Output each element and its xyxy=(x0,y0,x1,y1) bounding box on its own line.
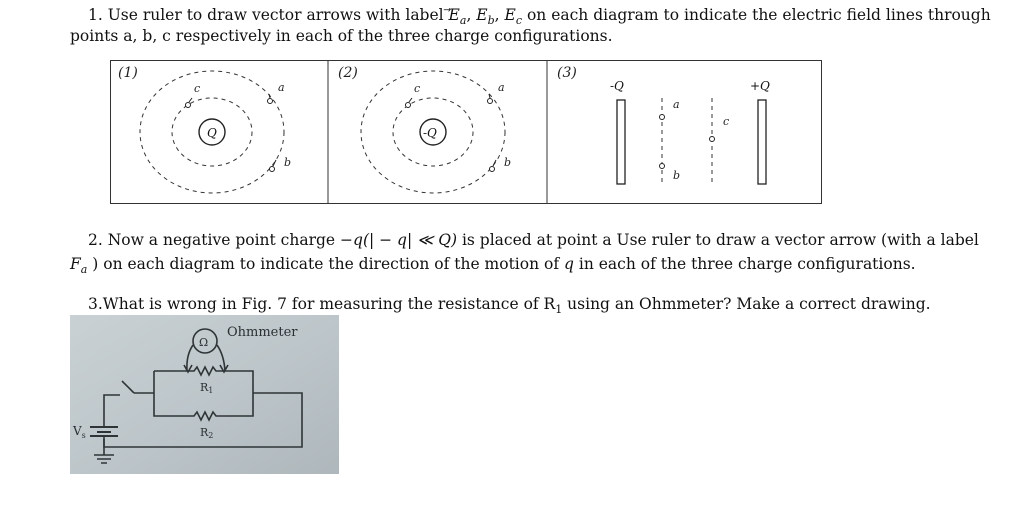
panel-1-label-c: c xyxy=(194,82,201,95)
panel-1-label-a: a xyxy=(278,81,285,94)
panel-3-label-a: a xyxy=(673,98,680,111)
question-2-line-1: 2. Now a negative point charge −q(| − q| ≪ Q) is placed at point a Use ruler to draw a vector arrow (with a label xyxy=(88,231,979,249)
panel-2-label-a: a xyxy=(498,81,505,94)
question-1-line-2: points a, b, c respectively in each of the three charge configurations. xyxy=(70,27,613,45)
question-3: 3.What is wrong in Fig. 7 for measuring the resistance of $R_1$ using an Ohmmeter? Make a correct drawing. xyxy=(88,295,931,317)
panel-1-tag: (1) xyxy=(118,65,138,81)
panel-3-label-c: c xyxy=(723,115,730,128)
panel-2-tag: (2) xyxy=(338,65,358,81)
vs-label: $V_s$ xyxy=(73,424,86,440)
ohm-symbol: Ω xyxy=(199,336,209,349)
panel-2 xyxy=(338,65,511,193)
ohmmeter-circuit-figure xyxy=(70,315,339,474)
vector-ea: $E_a$ xyxy=(448,6,467,28)
question-1-line-1: 1. Use ruler to draw vector arrows with label $E_a$, $E_b$, $E_c$ on each diagram to indicate the electric field lines through xyxy=(88,6,991,28)
panel-1-charge-label: Q xyxy=(207,126,217,140)
panel-3-left-plate-label: -Q xyxy=(610,79,624,93)
vector-eb: $E_b$ xyxy=(476,6,495,28)
panel-2-point-c xyxy=(406,103,411,108)
question-2-line-2: $F_a$ ) on each diagram to indicate the direction of the motion of q in each of the three charge configurations. xyxy=(70,255,916,277)
panel-1-label-b: b xyxy=(284,156,292,169)
panel-1-point-a xyxy=(268,99,273,104)
panel-3-right-plate-label: +Q xyxy=(750,79,770,93)
charge-diagrams xyxy=(110,60,822,204)
vector-fa: $F_a$ xyxy=(70,255,88,277)
panel-1-point-c xyxy=(186,103,191,108)
panel-1 xyxy=(118,65,291,193)
r1-label: R1 xyxy=(200,381,214,395)
panel-3-label-b: b xyxy=(673,169,681,182)
panel-3-tag: (3) xyxy=(557,65,577,81)
panel-3-left-plate xyxy=(617,100,625,184)
r2-label: R2 xyxy=(200,426,214,440)
panel-2-point-a xyxy=(488,99,493,104)
ohmmeter-label: Ohmmeter xyxy=(227,325,298,340)
panel-3-point-b xyxy=(660,164,665,169)
panel-2-label-c: c xyxy=(414,82,421,95)
panel-3 xyxy=(557,65,770,186)
panel-3-point-c xyxy=(710,137,715,142)
panel-2-point-b xyxy=(490,167,495,172)
vector-ec: $E_c$ xyxy=(504,6,523,28)
panel-2-label-b: b xyxy=(504,156,512,169)
panel-3-right-plate xyxy=(758,100,766,184)
panel-1-point-b xyxy=(270,167,275,172)
panel-3-point-a xyxy=(660,115,665,120)
charge-expression: −q(| − q| ≪ Q) xyxy=(340,231,458,249)
panel-2-charge-label: -Q xyxy=(423,126,437,140)
